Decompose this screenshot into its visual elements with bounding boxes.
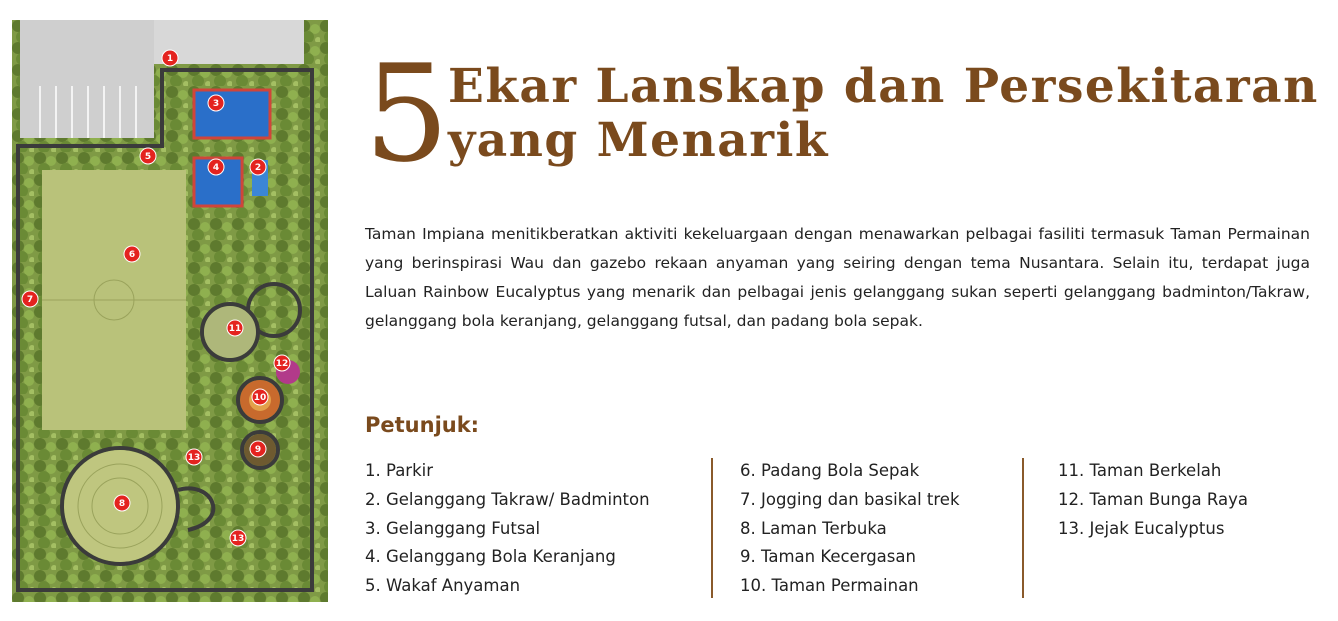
headline bbox=[364, 36, 1319, 192]
site-plan-map bbox=[12, 20, 328, 602]
marker[interactable] bbox=[124, 246, 140, 262]
futsal-court bbox=[194, 90, 270, 138]
legend-item: 8. Laman Terbuka bbox=[740, 518, 887, 538]
marker[interactable] bbox=[140, 148, 156, 164]
legend-item: 7. Jogging dan basikal trek bbox=[740, 489, 960, 509]
legend-item: 1. Parkir bbox=[365, 461, 434, 480]
marker[interactable] bbox=[208, 95, 224, 111]
marker[interactable] bbox=[250, 159, 266, 175]
svg-text:5: 5 bbox=[144, 152, 152, 162]
marker[interactable] bbox=[252, 389, 268, 405]
legend-divider bbox=[1022, 458, 1024, 598]
legend-divider bbox=[711, 458, 713, 598]
headline-line-1: Ekar Lanskap dan Persekitaran bbox=[448, 59, 1319, 114]
legend-item: 11. Taman Berkelah bbox=[1058, 461, 1222, 480]
legend-column-1 bbox=[365, 457, 650, 601]
legend-item: 5. Wakaf Anyaman bbox=[365, 576, 521, 596]
marker[interactable] bbox=[250, 441, 266, 457]
legend-item: 6. Padang Bola Sepak bbox=[740, 461, 920, 480]
svg-text:3: 3 bbox=[212, 99, 220, 109]
svg-text:6: 6 bbox=[128, 250, 136, 260]
svg-text:12: 12 bbox=[275, 359, 289, 369]
svg-text:2: 2 bbox=[254, 163, 262, 173]
marker[interactable] bbox=[274, 355, 290, 371]
svg-text:13: 13 bbox=[231, 534, 245, 544]
marker[interactable] bbox=[114, 495, 130, 511]
legend-item: 12. Taman Bunga Raya bbox=[1058, 489, 1248, 509]
legend-item: 13. Jejak Eucalyptus bbox=[1058, 518, 1225, 538]
legend-item: 10. Taman Permainan bbox=[740, 576, 919, 596]
marker[interactable] bbox=[22, 291, 38, 307]
legend-item: 3. Gelanggang Futsal bbox=[365, 518, 541, 538]
svg-text:4: 4 bbox=[212, 163, 220, 173]
svg-text:11: 11 bbox=[228, 324, 242, 334]
headline-number: 5 bbox=[364, 36, 450, 192]
marker[interactable] bbox=[230, 530, 246, 546]
svg-text:1: 1 bbox=[166, 54, 174, 64]
marker[interactable] bbox=[208, 159, 224, 175]
svg-text:9: 9 bbox=[254, 445, 262, 455]
legend-column-3 bbox=[1058, 457, 1248, 543]
svg-text:10: 10 bbox=[253, 393, 267, 403]
marker[interactable] bbox=[186, 449, 202, 465]
legend-item: 4. Gelanggang Bola Keranjang bbox=[365, 547, 616, 567]
legend-item: 9. Taman Kecergasan bbox=[740, 547, 916, 567]
svg-text:8: 8 bbox=[118, 499, 126, 509]
svg-text:7: 7 bbox=[26, 295, 34, 305]
marker[interactable] bbox=[227, 320, 243, 336]
legend-title: Petunjuk: bbox=[365, 413, 480, 437]
marker[interactable] bbox=[162, 50, 178, 66]
svg-text:13: 13 bbox=[187, 453, 201, 463]
legend-column-2 bbox=[740, 457, 960, 601]
intro-paragraph: Taman Impiana menitikberatkan aktiviti kekeluargaan dengan menawarkan pelbagai fasiliti termasuk Taman Permainan yang berinspirasi Wau dan gazebo rekaan anyaman yang seiring dengan tema Nusantara. Selain itu, terdapat juga Laluan Rainbow Eucalyptus yang menarik dan pelbagai jenis gelanggang sukan seperti gelanggang badminton/Takraw, gelanggang bola keranjang, gelanggang futsal, dan padang bola sepak. bbox=[365, 225, 1310, 330]
headline-line-2: yang Menarik bbox=[448, 113, 829, 168]
legend-item: 2. Gelanggang Takraw/ Badminton bbox=[365, 489, 650, 509]
